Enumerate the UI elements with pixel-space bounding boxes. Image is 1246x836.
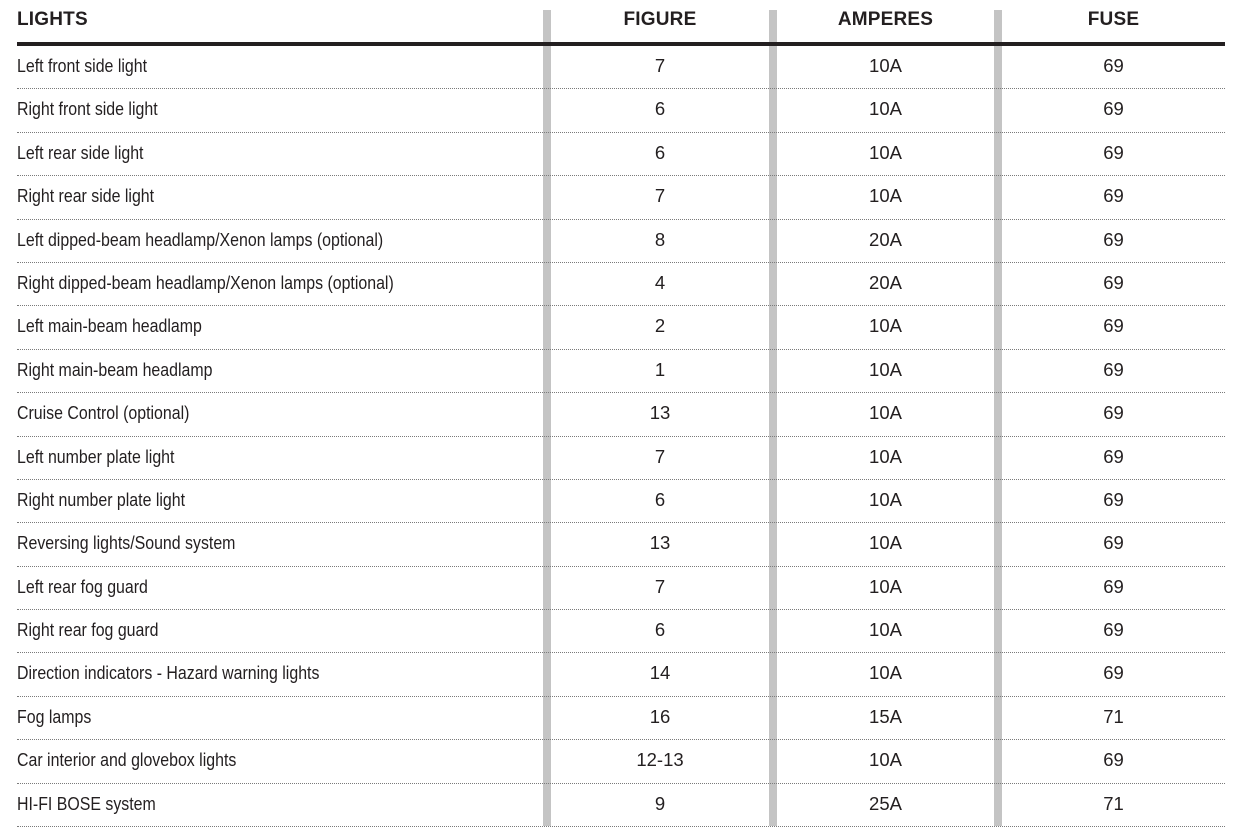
- fuse-cell: 71: [1103, 705, 1124, 727]
- figure-cell: 4: [654, 271, 666, 293]
- table-row: [17, 220, 1225, 263]
- light-name-cell: Car interior and glovebox lights: [17, 749, 237, 771]
- table-body: [17, 46, 1225, 827]
- light-name-cell: Left number plate light: [17, 445, 175, 467]
- fuse-cell: 69: [1103, 402, 1124, 424]
- amperes-cell: 10A: [869, 358, 902, 380]
- light-name-cell: Right rear side light: [17, 185, 155, 207]
- fuse-cell: 69: [1103, 98, 1124, 120]
- figure-cell: 7: [654, 55, 666, 76]
- lights-fuse-table: [17, 0, 1225, 836]
- fuse-cell: 69: [1103, 358, 1124, 380]
- fuse-cell: 69: [1103, 315, 1124, 337]
- fuse-cell: 71: [1103, 792, 1124, 814]
- light-name-cell: Left rear fog guard: [17, 575, 148, 597]
- figure-cell: 7: [654, 575, 666, 597]
- table-row: [17, 610, 1225, 653]
- table-row: [17, 697, 1225, 740]
- fuse-cell: 69: [1103, 228, 1124, 250]
- figure-cell: 8: [654, 228, 666, 250]
- figure-cell: 6: [654, 488, 666, 510]
- table-row: [17, 89, 1225, 132]
- light-name-cell: Left main-beam headlamp: [17, 315, 202, 337]
- amperes-cell: 15A: [869, 705, 902, 727]
- fuse-cell: 69: [1103, 271, 1124, 293]
- fuse-cell: 69: [1103, 662, 1124, 684]
- table-row: [17, 437, 1225, 480]
- figure-cell: 9: [654, 792, 666, 814]
- table-row: [17, 176, 1225, 219]
- table-row: [17, 523, 1225, 566]
- figure-cell: 12-13: [636, 749, 684, 771]
- light-name-cell: HI-FI BOSE system: [17, 792, 156, 814]
- table-row: [17, 567, 1225, 610]
- table-row: [17, 480, 1225, 523]
- light-name-cell: Fog lamps: [17, 705, 92, 727]
- figure-cell: 14: [649, 662, 671, 684]
- figure-cell: 6: [654, 141, 666, 163]
- fuse-cell: 69: [1103, 619, 1124, 641]
- light-name-cell: Left rear side light: [17, 141, 144, 163]
- amperes-cell: 10A: [869, 619, 902, 641]
- fuse-cell: 69: [1103, 55, 1124, 76]
- amperes-cell: 20A: [869, 228, 902, 250]
- fuse-cell: 69: [1103, 445, 1124, 467]
- header-figure: FIGURE: [623, 9, 697, 30]
- table-row: [17, 393, 1225, 436]
- light-name-cell: Right rear fog guard: [17, 619, 159, 641]
- fuse-cell: 69: [1103, 749, 1124, 771]
- figure-cell: 7: [654, 185, 666, 207]
- fuse-cell: 69: [1103, 141, 1124, 163]
- figure-cell: 7: [654, 445, 666, 467]
- figure-cell: 6: [654, 98, 666, 120]
- light-name-cell: Right dipped-beam headlamp/Xenon lamps (optional): [17, 271, 394, 293]
- amperes-cell: 10A: [869, 575, 902, 597]
- light-name-cell: Right front side light: [17, 98, 158, 120]
- amperes-cell: 10A: [869, 141, 902, 163]
- light-name-cell: Left front side light: [17, 55, 148, 76]
- amperes-cell: 10A: [869, 55, 902, 76]
- figure-cell: 6: [654, 619, 666, 641]
- table-row: [17, 46, 1225, 89]
- header-amperes: AMPERES: [837, 9, 934, 30]
- table-row: [17, 784, 1225, 827]
- light-name-cell: Direction indicators - Hazard warning lights: [17, 662, 320, 684]
- amperes-cell: 10A: [869, 402, 902, 424]
- table-row: [17, 263, 1225, 306]
- light-name-cell: Left dipped-beam headlamp/Xenon lamps (optional): [17, 228, 384, 250]
- fuse-cell: 69: [1103, 575, 1124, 597]
- light-name-cell: Right number plate light: [17, 488, 186, 510]
- figure-cell: 1: [654, 358, 666, 380]
- table-row: [17, 133, 1225, 176]
- figure-cell: 13: [649, 532, 671, 554]
- amperes-cell: 10A: [869, 185, 902, 207]
- amperes-cell: 10A: [869, 532, 902, 554]
- table-header: [17, 0, 1225, 46]
- amperes-cell: 10A: [869, 315, 902, 337]
- amperes-cell: 10A: [869, 98, 902, 120]
- amperes-cell: 25A: [869, 792, 902, 814]
- light-name-cell: Reversing lights/Sound system: [17, 532, 236, 554]
- table-row: [17, 350, 1225, 393]
- table-row: [17, 306, 1225, 349]
- table-row: [17, 740, 1225, 783]
- light-name-cell: Right main-beam headlamp: [17, 358, 213, 380]
- figure-cell: 13: [649, 402, 671, 424]
- fuse-cell: 69: [1103, 488, 1124, 510]
- figure-cell: 16: [649, 705, 671, 727]
- table-row: [17, 653, 1225, 696]
- amperes-cell: 10A: [869, 662, 902, 684]
- amperes-cell: 10A: [869, 445, 902, 467]
- header-lights: LIGHTS: [17, 9, 88, 30]
- light-name-cell: Cruise Control (optional): [17, 402, 190, 424]
- amperes-cell: 10A: [869, 488, 902, 510]
- fuse-cell: 69: [1103, 185, 1124, 207]
- amperes-cell: 10A: [869, 749, 902, 771]
- fuse-cell: 69: [1103, 532, 1124, 554]
- figure-cell: 2: [654, 315, 666, 337]
- header-fuse: FUSE: [1087, 9, 1140, 30]
- amperes-cell: 20A: [869, 271, 902, 293]
